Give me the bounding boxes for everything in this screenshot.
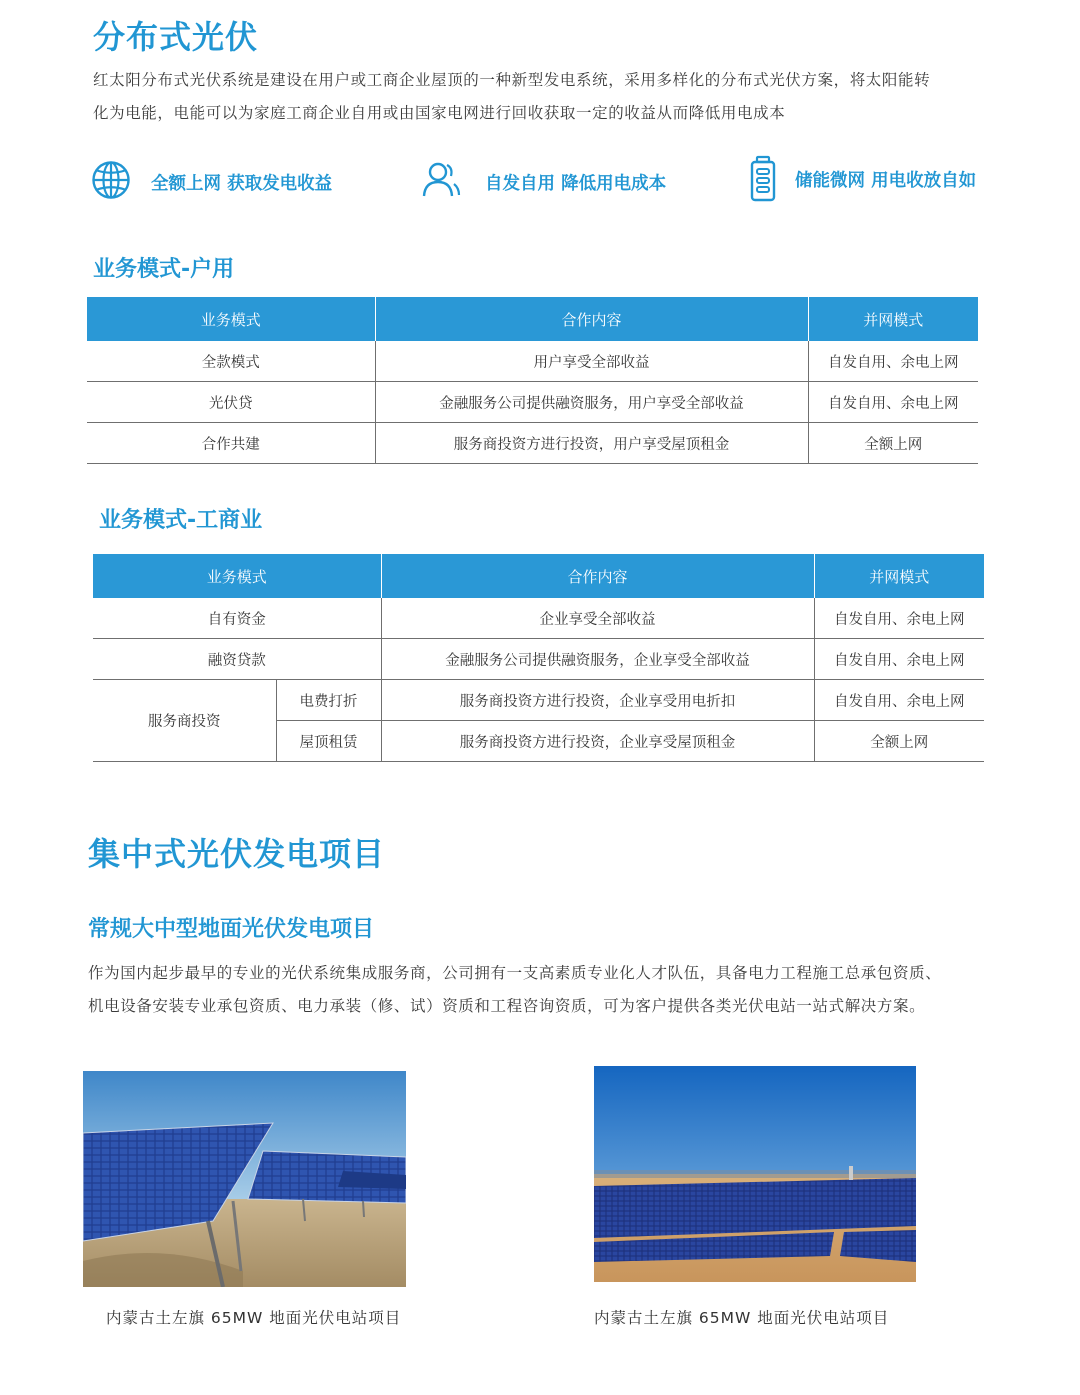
commercial-table: [93, 554, 984, 762]
table-cell: 用户享受全部收益: [375, 341, 808, 382]
table-cell: 自发自用、余电上网: [814, 639, 984, 680]
table-row: [87, 423, 978, 464]
table-cell: 自发自用、余电上网: [808, 341, 978, 382]
table-cell: 金融服务公司提供融资服务，用户享受全部收益: [375, 382, 808, 423]
table-row: [87, 341, 978, 382]
feature-label-storage: 储能微网 用电收放自如: [795, 171, 977, 191]
distributed-description-line: 红太阳分布式光伏系统是建设在用户或工商企业屋顶的一种新型发电系统，采用多样化的分布式光伏方案，将太阳能转: [93, 71, 931, 89]
table-cell: 全额上网: [808, 423, 978, 464]
user-icon: [421, 160, 461, 200]
column-header: 业务模式: [93, 554, 381, 598]
table-cell: 自有资金: [93, 598, 381, 639]
feature-list: [91, 160, 1051, 204]
table-cell: 合作共建: [87, 423, 375, 464]
column-header: 并网模式: [808, 297, 978, 341]
table-cell: 金融服务公司提供融资服务，企业享受全部收益: [381, 639, 814, 680]
table-header-row: [87, 297, 978, 341]
solar-farm-photo-2: [594, 1066, 916, 1282]
photo-caption-2: 内蒙古土左旗 65MW 地面光伏电站项目: [594, 1309, 890, 1327]
section-title-distributed: 分布式光伏: [93, 18, 259, 56]
section-subtitle-ground: 常规大中型地面光伏发电项目: [88, 917, 375, 942]
centralized-description: [88, 957, 1018, 1023]
table-cell: 自发自用、余电上网: [808, 382, 978, 423]
table-header-row: [93, 554, 984, 598]
column-header: 并网模式: [814, 554, 984, 598]
table-row: [93, 680, 984, 721]
feature-label-self-use: 自发自用 降低用电成本: [485, 174, 667, 194]
table-cell: 服务商投资方进行投资，企业享受用电折扣: [381, 680, 814, 721]
battery-icon: [743, 155, 783, 203]
table-cell: 全额上网: [814, 721, 984, 762]
feature-label-grid: 全额上网 获取发电收益: [151, 174, 333, 194]
table-cell: 服务商投资方进行投资，用户享受屋顶租金: [375, 423, 808, 464]
table-cell-group: 服务商投资: [93, 680, 276, 762]
table-cell: 光伏贷: [87, 382, 375, 423]
table-cell: 自发自用、余电上网: [814, 680, 984, 721]
table-cell: 融资贷款: [93, 639, 381, 680]
column-header: 合作内容: [375, 297, 808, 341]
centralized-description-line: 作为国内起步最早的专业的光伏系统集成服务商，公司拥有一支高素质专业化人才队伍，具备电力工程施工总承包资质、: [88, 964, 942, 982]
column-header: 业务模式: [87, 297, 375, 341]
solar-farm-photo-1: [83, 1071, 406, 1287]
table-cell: 服务商投资方进行投资，企业享受屋顶租金: [381, 721, 814, 762]
section-title-centralized: 集中式光伏发电项目: [88, 835, 386, 873]
table-row: [93, 598, 984, 639]
table-row: [87, 382, 978, 423]
centralized-description-line: 机电设备安装专业承包资质、电力承装（修、试）资质和工程咨询资质，可为客户提供各类光伏电站一站式解决方案。: [88, 997, 926, 1015]
distributed-description-line: 化为电能，电能可以为家庭工商企业自用或由国家电网进行回收获取一定的收益从而降低用电成本: [93, 104, 786, 122]
household-table: [87, 297, 978, 464]
table-cell: 屋顶租赁: [276, 721, 381, 762]
photo-caption-1: 内蒙古土左旗 65MW 地面光伏电站项目: [106, 1309, 402, 1327]
column-header: 合作内容: [381, 554, 814, 598]
table-cell: 电费打折: [276, 680, 381, 721]
table-cell: 自发自用、余电上网: [814, 598, 984, 639]
distributed-description: [93, 64, 1013, 130]
section-title-household: 业务模式-户用: [93, 257, 235, 282]
globe-icon: [91, 160, 131, 200]
section-title-commercial: 业务模式-工商业: [99, 508, 263, 533]
table-cell: 全款模式: [87, 341, 375, 382]
table-row: [93, 639, 984, 680]
table-cell: 企业享受全部收益: [381, 598, 814, 639]
